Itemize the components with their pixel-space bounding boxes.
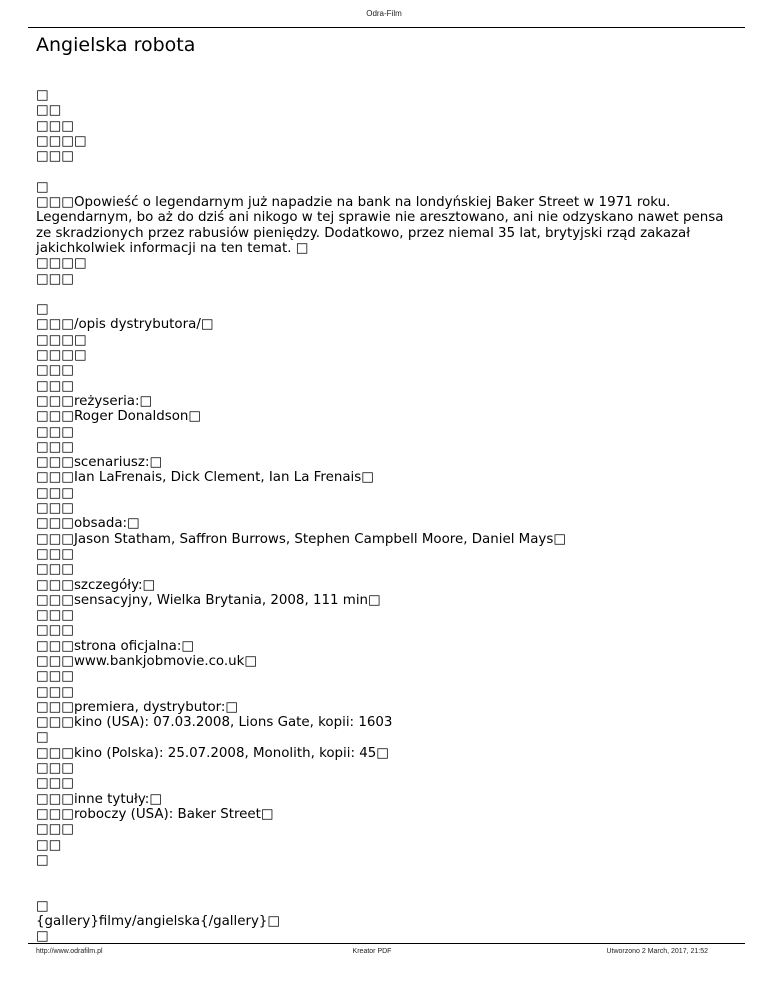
body-line: □□□Roger Donaldson□: [36, 409, 202, 425]
footer-divider: [28, 943, 745, 944]
body-line: □□□: [36, 501, 74, 517]
footer-url: http://www.odrafilm.pl: [36, 948, 103, 955]
page-footer: [36, 948, 708, 960]
body-line: □□□Jason Statham, Saffron Burrows, Stephen Campbell Moore, Daniel Mays□: [36, 531, 566, 547]
body-line: [36, 868, 736, 883]
article-body: [36, 88, 736, 945]
body-line: □: [36, 730, 49, 746]
body-line: □□□strona oficjalna:□: [36, 638, 195, 654]
body-line: □□□: [36, 424, 74, 440]
body-line: □□□: [36, 776, 74, 792]
body-line: □□□: [36, 623, 74, 639]
body-line: □□□: [36, 546, 74, 562]
body-line: [36, 287, 736, 302]
body-line: □□□: [36, 363, 74, 379]
document-title: Angielska robota: [36, 34, 196, 56]
body-line: □□□: [36, 118, 74, 134]
body-line: □□□□: [36, 133, 87, 149]
body-line: □□□roboczy (USA): Baker Street□: [36, 806, 274, 822]
header-divider: [28, 27, 745, 28]
body-line: □□□: [36, 149, 74, 165]
body-line: □: [36, 852, 49, 868]
body-line: □□□obsada:□: [36, 516, 140, 532]
body-line: {gallery}filmy/angielska{/gallery}□: [36, 914, 281, 930]
body-line: □□□: [36, 485, 74, 501]
body-line: □□□: [36, 439, 74, 455]
body-line: □□□: [36, 608, 74, 624]
body-line: □□: [36, 837, 62, 853]
body-line: □□□: [36, 684, 74, 700]
body-line: □□□Ian LaFrenais, Dick Clement, Ian La Frenais□: [36, 470, 374, 486]
body-line: □□□premiera, dystrybutor:□: [36, 699, 239, 715]
body-line: □□□□: [36, 348, 87, 364]
body-line: □□□: [36, 271, 74, 287]
body-line: □□□: [36, 669, 74, 685]
body-line: □□□□: [36, 256, 87, 272]
body-line: □: [36, 88, 49, 103]
body-line: □□□szczegóły:□: [36, 577, 156, 593]
body-line: □□□kino (Polska): 25.07.2008, Monolith, kopii: 45□: [36, 745, 389, 761]
page-header-site: Odra-Film: [366, 9, 402, 18]
footer-created-date: Utworzono 2 March, 2017, 21:52: [606, 948, 708, 955]
body-line: □□□: [36, 562, 74, 578]
body-line: □□□: [36, 822, 74, 838]
body-line: □: [36, 302, 49, 318]
body-line: □□□www.bankjobmovie.co.uk□: [36, 653, 258, 669]
footer-generator: Kreator PDF: [352, 948, 392, 955]
body-line: □: [36, 898, 49, 914]
body-line: □□□Opowieść o legendarnym już napadzie na bank na londyńskiej Baker Street w 1971 roku. Legendarnym, bo aż do dziś ani nikogo w tej sprawie nie aresztowano, ani nie odzyskano nawet pensa ze skradzionych przez rabusiów pieniędzy. Dodatkowo, przez niemal 35 lat, brytyjski rząd zakazał jakichkolwiek informacji na ten temat. □: [36, 195, 724, 256]
body-line: [36, 883, 736, 898]
body-line: [36, 164, 736, 179]
body-line: □: [36, 929, 49, 945]
body-line: □: [36, 179, 49, 195]
body-line: □□□reżyseria:□: [36, 393, 153, 409]
body-line: □□□inne tytuły:□: [36, 791, 162, 807]
body-line: □□□: [36, 761, 74, 777]
body-line: □□□kino (USA): 07.03.2008, Lions Gate, kopii: 1603: [36, 715, 393, 731]
body-line: □□: [36, 103, 62, 119]
body-line: □□□scenariusz:□: [36, 455, 163, 471]
body-line: □□□□: [36, 332, 87, 348]
body-line: □□□: [36, 378, 74, 394]
body-line: □□□sensacyjny, Wielka Brytania, 2008, 111 min□: [36, 592, 381, 608]
body-line: □□□/opis dystrybutora/□: [36, 317, 214, 333]
